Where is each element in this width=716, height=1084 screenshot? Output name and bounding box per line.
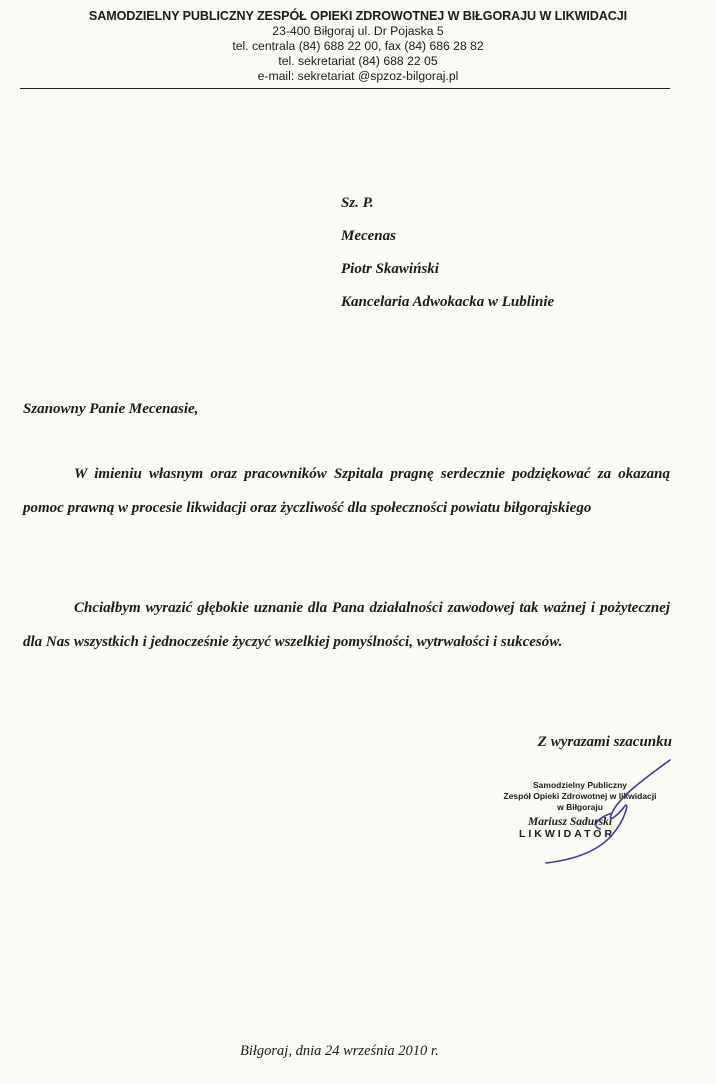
- letterhead-email: e-mail: sekretariat @spzoz-bilgoraj.pl: [257, 69, 459, 83]
- handwritten-signature: [500, 755, 690, 865]
- salutation: Szanowny Panie Mecenasie,: [23, 401, 199, 417]
- letterhead-phone-secretariat: tel. sekretariat (84) 688 22 05: [278, 54, 438, 68]
- addressee-line: Kancelaria Adwokacka w Lublinie: [341, 294, 555, 310]
- stamp-line: w Biłgoraju: [557, 802, 603, 812]
- addressee-line: Piotr Skawiński: [341, 261, 439, 277]
- stamp-signatory-name: Mariusz Sadurski: [527, 816, 613, 828]
- letterhead-address: 23-400 Biłgoraj ul. Dr Pojaska 5: [272, 24, 444, 38]
- letter-date: Biłgoraj, dnia 24 września 2010 r.: [240, 1043, 439, 1059]
- body-paragraph: W imieniu własnym oraz pracowników Szpitala pragnę serdecznie podziękować za okazaną pomoc prawną w procesie likwidacji oraz życzliwość dla społeczności powiatu biłgorajskiego: [23, 466, 670, 516]
- body-paragraph: Chciałbym wyrazić głębokie uznanie dla Pana działalności zawodowej tak ważnej i pożytecznej dla Nas wszystkich i jednocześnie życzyć wszelkiej pomyślności, wytrwałości i sukcesów.: [23, 600, 670, 650]
- stamp-line: Samodzielny Publiczny: [533, 780, 627, 790]
- closing-phrase: Z wyrazami szacunku: [537, 734, 672, 750]
- addressee-line: Mecenas: [341, 228, 396, 244]
- addressee-line: Sz. P.: [341, 195, 374, 211]
- letterhead: [20, 8, 696, 84]
- addressee-block: [341, 193, 554, 325]
- letterhead-divider: [20, 88, 670, 89]
- stamp-line: Zespół Opieki Zdrowotnej w likwidacji: [503, 791, 657, 801]
- letterhead-title: SAMODZIELNY PUBLICZNY ZESPÓŁ OPIEKI ZDROWOTNEJ W BIŁGORAJU W LIKWIDACJI: [88, 9, 628, 23]
- letterhead-phone-main: tel. centrala (84) 688 22 00, fax (84) 686 28 82: [232, 39, 484, 53]
- stamp-signatory-role: LIKWIDATOR: [518, 828, 616, 840]
